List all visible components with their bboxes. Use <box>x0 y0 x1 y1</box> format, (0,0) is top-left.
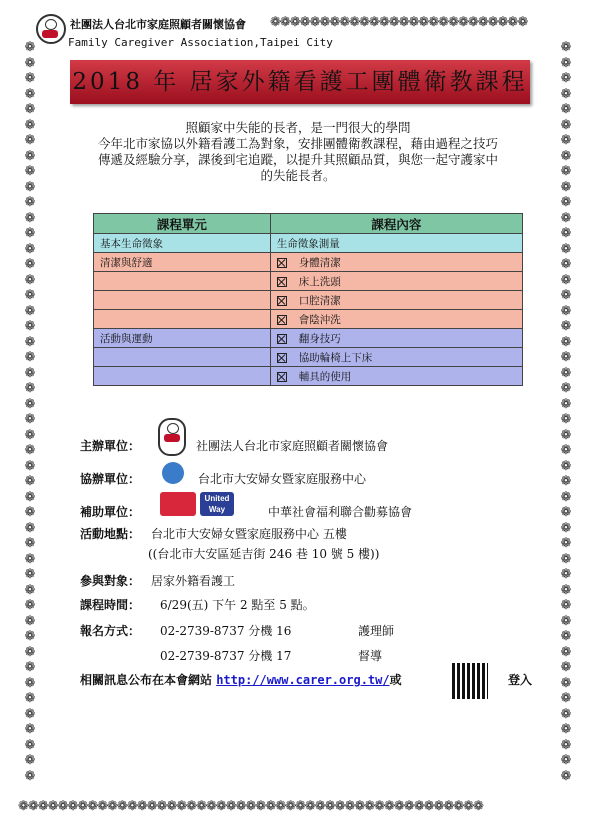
target: 居家外籍看護工 <box>151 574 236 588</box>
content-cell <box>270 367 522 386</box>
content-label: 輔具的使用 <box>298 370 352 383</box>
united-way-logo <box>200 492 234 516</box>
content-cell: 生命徵象測量 <box>270 234 522 253</box>
unit-cell: 基本生命徵象 <box>94 234 271 253</box>
sponsor-label: 補助單位： <box>80 505 141 519</box>
content-cell <box>270 272 522 291</box>
organizer-name: 社團法人台北市家庭照顧者關懷協會 <box>196 439 389 453</box>
checkbox-icon <box>277 315 287 325</box>
right-border: ❁❁❁❁❁❁❁❁❁❁❁❁❁❁❁❁❁❁❁❁❁❁❁❁❁❁❁❁❁❁❁❁❁❁❁❁❁❁❁❁❁❁❁❁❁❁❁❁ <box>560 40 572 784</box>
checkbox-icon <box>277 258 287 268</box>
content-label: 口腔清潔 <box>298 294 341 307</box>
checkbox-icon <box>277 334 287 344</box>
org-name-en: Family Caregiver Association,Taipei City <box>68 36 333 49</box>
content-label: 床上洗頭 <box>298 275 341 288</box>
intro-line: 傳遞及經驗分享，課後到宅追蹤，以提升其照顧品質，與您一起守護家中 <box>97 152 498 167</box>
phone-nurse: 02-2739-8737 分機 16 <box>160 624 292 638</box>
table-row <box>94 291 523 310</box>
intro-text <box>60 120 536 184</box>
qr-code-icon <box>452 663 488 699</box>
table-row <box>94 310 523 329</box>
table-row <box>94 253 523 272</box>
unit-cell <box>94 367 271 386</box>
organizer-logo-icon <box>158 418 186 456</box>
org-name: 社團法人台北市家庭照顧者關懷協會 <box>70 18 246 31</box>
content-cell <box>270 253 522 272</box>
unit-cell <box>94 348 271 367</box>
checkbox-icon <box>277 353 287 363</box>
table-row <box>94 329 523 348</box>
signup-label: 報名方式： <box>80 624 141 638</box>
website-suffix: 或 <box>389 673 402 687</box>
header-unit: 課程單元 <box>94 214 271 234</box>
table-row <box>94 367 523 386</box>
page-title: 2018 年 居家外籍看護工團體衛教課程 <box>72 69 528 95</box>
role-supervisor: 督導 <box>358 649 383 663</box>
header-content: 課程內容 <box>270 214 522 234</box>
table-header-row <box>94 214 523 234</box>
venue-address: ((台北市大安區延吉街 246 巷 10 號 5 樓)) <box>148 547 380 561</box>
co-organizer-label: 協辦單位： <box>80 472 141 486</box>
unit-cell <box>94 291 271 310</box>
role-nurse: 護理師 <box>358 624 395 638</box>
organizer-label: 主辦單位： <box>80 439 141 453</box>
content-cell <box>270 348 522 367</box>
content-label: 協助輪椅上下床 <box>298 351 373 364</box>
course-table <box>93 213 523 386</box>
phone-supervisor: 02-2739-8737 分機 17 <box>160 649 292 663</box>
venue: 台北市大安婦女暨家庭服務中心 五樓 <box>151 527 347 541</box>
checkbox-icon <box>277 296 287 306</box>
table-row <box>94 348 523 367</box>
association-logo-icon <box>36 14 66 44</box>
left-border: ❁❁❁❁❁❁❁❁❁❁❁❁❁❁❁❁❁❁❁❁❁❁❁❁❁❁❁❁❁❁❁❁❁❁❁❁❁❁❁❁❁❁❁❁❁❁❁❁ <box>24 40 36 784</box>
checkbox-icon <box>277 372 287 382</box>
content-cell <box>270 291 522 310</box>
content-label: 會陰沖洗 <box>298 313 341 326</box>
sponsor-logo-red-icon <box>160 492 196 516</box>
intro-line: 今年北市家協以外籍看護工為對象，安排團體衛教課程，藉由過程之技巧 <box>97 136 498 151</box>
target-label: 參與對象： <box>80 574 141 588</box>
venue-label: 活動地點： <box>80 527 141 541</box>
time-label: 課程時間： <box>80 598 141 612</box>
unit-cell: 清潔與舒適 <box>94 253 271 272</box>
united-way-logo-text: United Way <box>204 494 230 514</box>
bottom-border: ❁❁❁❁❁❁❁❁❁❁❁❁❁❁❁❁❁❁❁❁❁❁❁❁❁❁❁❁❁❁❁❁❁❁❁❁❁❁❁❁❁❁❁❁❁❁❁ <box>18 800 483 814</box>
sponsor-name: 中華社會福利聯合勸募協會 <box>268 505 413 519</box>
intro-line: 照顧家中失能的長者，是一門很大的學問 <box>185 120 411 135</box>
checkbox-icon <box>277 277 287 287</box>
unit-cell <box>94 272 271 291</box>
table-row <box>94 272 523 291</box>
unit-cell: 活動與運動 <box>94 329 271 348</box>
content-cell <box>270 310 522 329</box>
co-organizer-logo-icon <box>162 462 184 484</box>
website-link[interactable]: http://www.carer.org.tw/ <box>216 673 390 687</box>
title-banner <box>70 60 530 104</box>
website-prefix: 相關訊息公布在本會網站 <box>80 673 213 687</box>
top-border: ❁❁❁❁❁❁❁❁❁❁❁❁❁❁❁❁❁❁❁❁❁❁❁❁❁❁ <box>270 16 528 30</box>
table-row <box>94 234 523 253</box>
unit-cell <box>94 310 271 329</box>
website-line <box>80 671 402 688</box>
co-organizer-name: 台北市大安婦女暨家庭服務中心 <box>198 472 367 486</box>
content-label: 翻身技巧 <box>298 332 341 345</box>
content-label: 身體清潔 <box>298 256 341 269</box>
content-cell <box>270 329 522 348</box>
intro-line: 的失能長者。 <box>260 168 336 183</box>
login-text: 登入 <box>508 673 533 687</box>
course-time: 6/29(五) 下午 2 點至 5 點。 <box>160 598 315 612</box>
